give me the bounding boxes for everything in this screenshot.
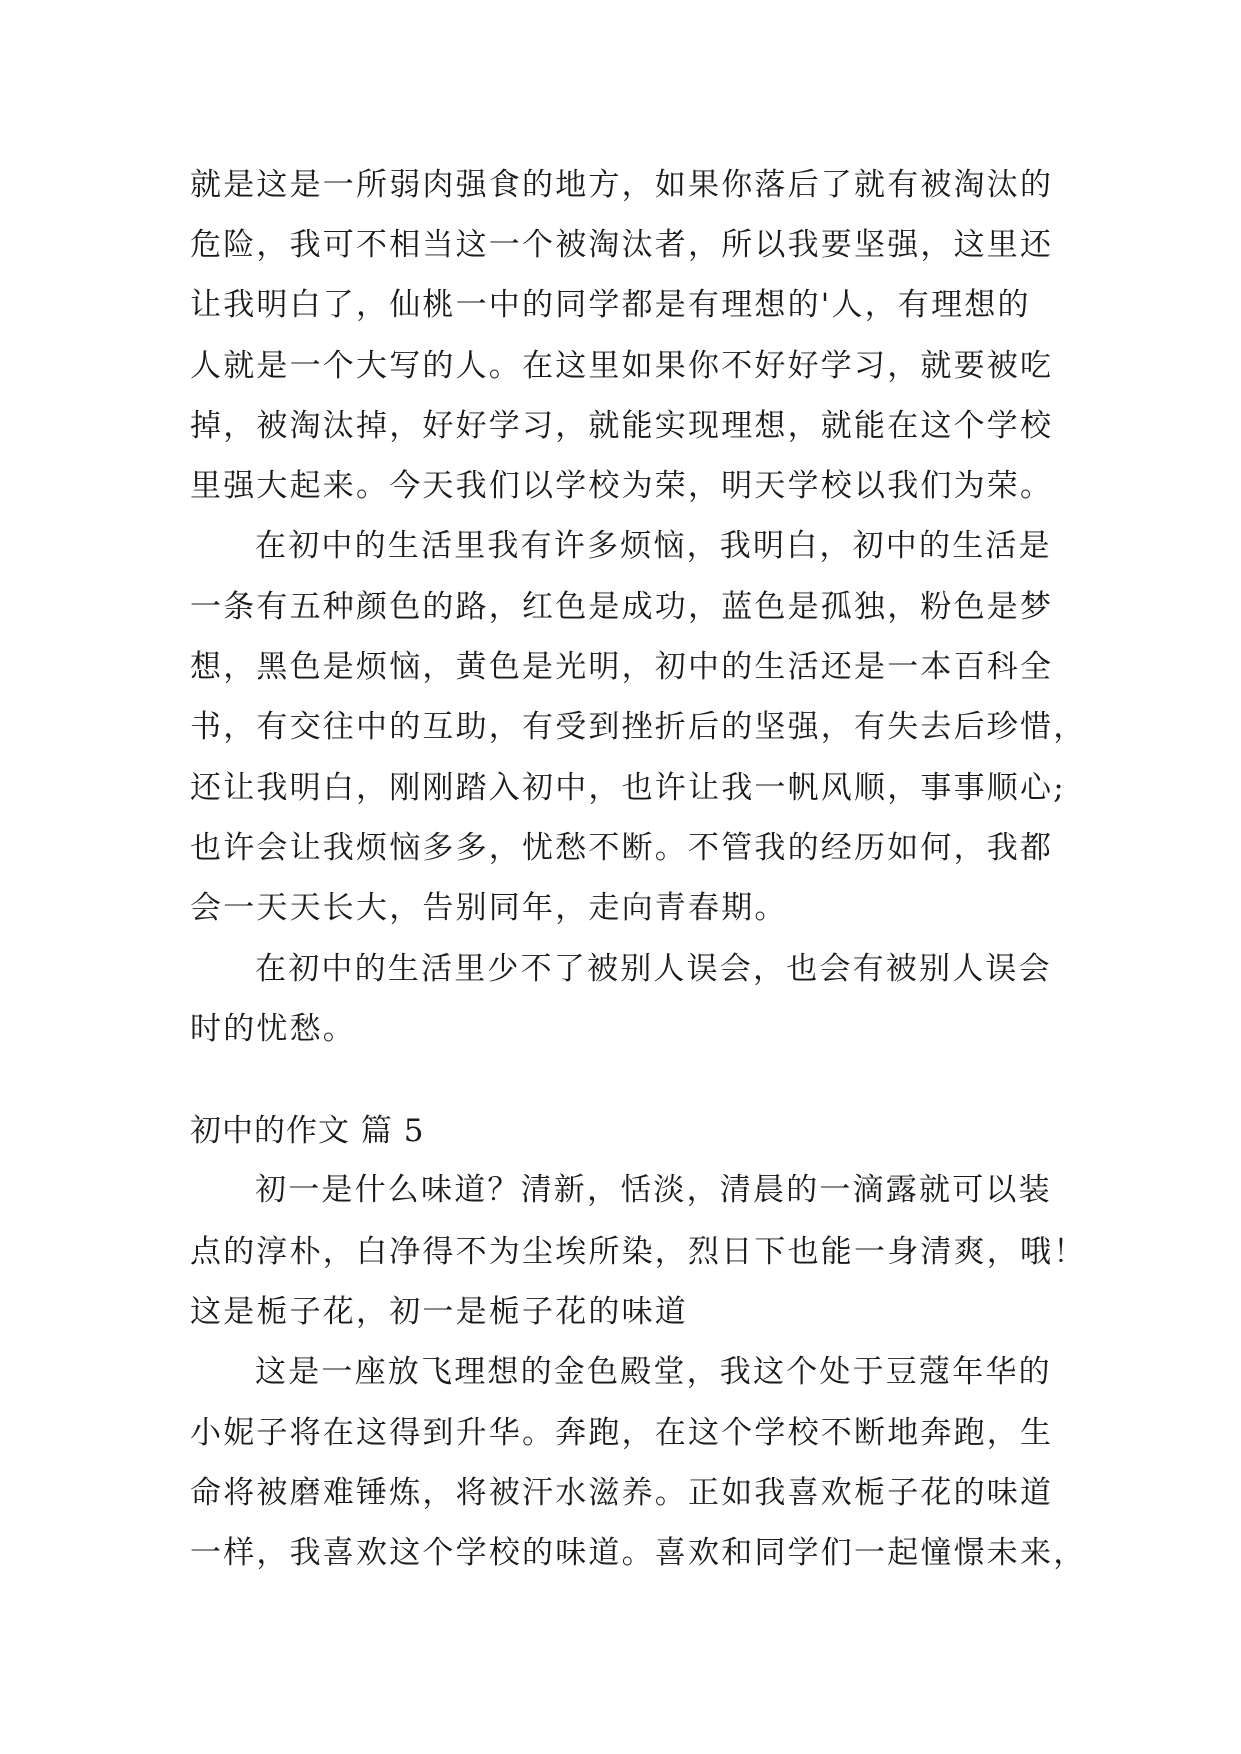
paragraph-line: 还让我明白，刚刚踏入初中，也许让我一帆风顺，事事顺心;: [190, 770, 1066, 806]
paragraph-line: 会一天天长大，告别同年，走向青春期。: [190, 890, 788, 926]
paragraph-line: 就是这是一所弱肉强食的地方，如果你落后了就有被淘汰的: [190, 167, 1054, 203]
paragraph-line: 掉，被淘汰掉，好好学习，就能实现理想，就能在这个学校: [190, 408, 1054, 444]
section-heading: 初中的作文 篇 5: [190, 1113, 425, 1149]
paragraph-line: 让我明白了，仙桃一中的同学都是有理想的'人，有理想的: [190, 287, 1031, 323]
paragraph-line: 人就是一个大写的人。在这里如果你不好好学习，就要被吃: [190, 348, 1054, 384]
paragraph-line: 命将被磨难锤炼，将被汗水滋养。正如我喜欢栀子花的味道: [190, 1475, 1054, 1511]
paragraph-line: 在初中的生活里少不了被别人误会，也会有被别人误会: [255, 951, 1052, 987]
paragraph-line: 也许会让我烦恼多多，忧愁不断。不管我的经历如何，我都: [190, 830, 1054, 866]
paragraph-line: 初一是什么味道？清新，恬淡，清晨的一滴露就可以装: [255, 1172, 1052, 1208]
paragraph-line: 里强大起来。今天我们以学校为荣，明天学校以我们为荣。: [190, 468, 1054, 504]
paragraph-line: 点的淳朴，白净得不为尘埃所染，烈日下也能一身清爽，哦！: [190, 1234, 1087, 1270]
paragraph-line: 这是一座放飞理想的金色殿堂，我这个处于豆蔻年华的: [255, 1354, 1052, 1390]
paragraph-line: 书，有交往中的互助，有受到挫折后的坚强，有失去后珍惜，: [190, 709, 1087, 745]
paragraph-line: 一条有五种颜色的路，红色是成功，蓝色是孤独，粉色是梦: [190, 589, 1054, 625]
paragraph-line: 想，黑色是烦恼，黄色是光明，初中的生活还是一本百科全: [190, 649, 1054, 685]
paragraph-line: 在初中的生活里我有许多烦恼，我明白，初中的生活是: [255, 528, 1052, 564]
paragraph-line: 危险，我可不相当这一个被淘汰者，所以我要坚强，这里还: [190, 227, 1054, 263]
paragraph-line: 小妮子将在这得到升华。奔跑，在这个学校不断地奔跑，生: [190, 1415, 1054, 1451]
paragraph-line: 时的忧愁。: [190, 1011, 356, 1047]
paragraph-line: 一样，我喜欢这个学校的味道。喜欢和同学们一起憧憬未来，: [190, 1535, 1087, 1571]
paragraph-line: 这是栀子花，初一是栀子花的味道: [190, 1294, 688, 1330]
